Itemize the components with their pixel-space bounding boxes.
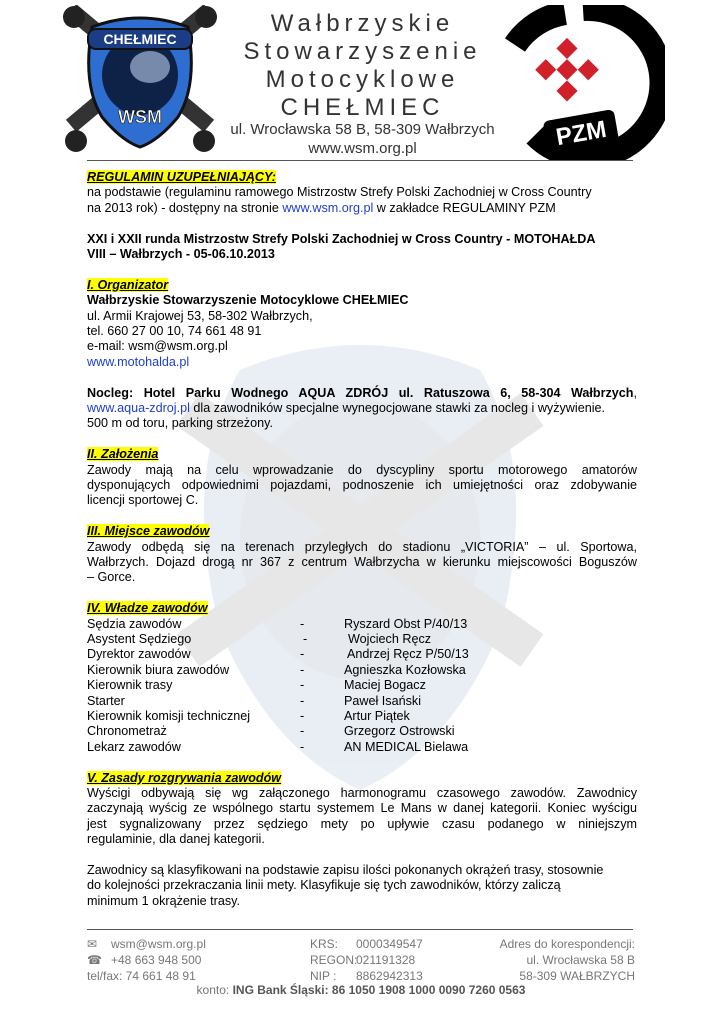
- correspondence-title: Adres do korespondencji:: [499, 937, 635, 951]
- pzm-logo-text: PZM: [553, 115, 609, 152]
- official-row: Kierownik biura zawodów - Agnieszka Kozłowska: [87, 662, 466, 677]
- official-row: Asystent Sędziego - Wojciech Ręcz: [87, 632, 432, 647]
- bank-account: konto: ING Bank Śląski: 86 1050 1908 1000 0090 7260 0563: [196, 983, 526, 997]
- intro-line-2: na 2013 rok) - dostępny na stronie www.wsm.org.pl w zakładce REGULAMINY PZM: [87, 200, 556, 215]
- organizer-name: Wałbrzyskie Stowarzyszenie Motocyklowe CHEŁMIEC: [87, 293, 409, 308]
- event-title-line-1: XXI i XXII runda Mistrzostw Strefy Polski Zachodniej w Cross Country - MOTOHAŁDA: [87, 231, 596, 246]
- intro-heading: REGULAMIN UZUPEŁNIAJĄCY:: [87, 170, 276, 184]
- rules-p1-line-4: regulaminie, dla danej kategorii.: [87, 832, 265, 847]
- footer-telfax: tel/fax: 74 661 48 91: [87, 969, 196, 983]
- assumptions-heading: II. Założenia: [87, 447, 159, 462]
- telephone-icon: ☎: [87, 953, 102, 967]
- nip-label: NIP :: [310, 969, 337, 983]
- envelope-icon: ✉: [87, 937, 98, 951]
- org-name-line-4: CHEŁMIEC: [280, 94, 445, 121]
- rules-p1-line-3: jest sygnalizowany przez sędziego mety po upływie czasu podanego w niniejszym: [87, 816, 637, 831]
- footer-email: wsm@wsm.org.pl: [111, 937, 206, 951]
- organizer-street: ul. Armii Krajowej 53, 58-302 Wałbrzych,: [87, 308, 313, 323]
- correspondence-street: ul. Wrocławska 58 B: [526, 953, 635, 967]
- footer-phone: +48 663 948 500: [111, 953, 202, 967]
- venue-heading: III. Miejsce zawodów: [87, 524, 210, 539]
- motohalda-link[interactable]: www.motohalda.pl: [87, 354, 190, 369]
- org-name-line-2: Stowarzyszenie: [243, 38, 482, 65]
- official-row: Sędzia zawodów - Ryszard Obst P/40/13: [87, 616, 468, 631]
- organizer-heading: I. Organizator: [87, 277, 169, 292]
- event-title-line-2: VIII – Wałbrzych - 05-06.10.2013: [87, 247, 275, 262]
- venue-line-2: Wałbrzych. Dojazd drogą nr 367 z centrum Wałbrzycha w kierunku miejscowości Boguszów: [87, 555, 637, 570]
- officials-list: [87, 617, 637, 756]
- footer-divider: [87, 929, 633, 930]
- pzm-logo: [505, 5, 665, 160]
- document-body: [87, 170, 637, 909]
- correspondence-city: 58-309 WAŁBRZYCH: [519, 969, 635, 983]
- organizer-phone: tel. 660 27 00 10, 74 661 48 91: [87, 324, 262, 339]
- footer-email-row: [87, 936, 206, 952]
- bank-details: ING Bank Śląski: 86 1050 1908 1000 0090 7260 0563: [232, 983, 526, 997]
- regon-label: REGON:: [310, 953, 358, 967]
- assumptions-line-2: dysponujących odpowiednimi pojazdami, podnoszenie ich umiejętności oraz zdobywanie: [87, 478, 637, 493]
- org-name-line-1: Wałbrzyskie: [270, 10, 455, 37]
- rules-p1-line-1: Wyścigi odbywają się wg załączonego harmonogramu czasowego zawodów. Zawodnicy: [87, 786, 637, 800]
- official-row: Chronometraż - Grzegorz Ostrowski: [87, 724, 455, 739]
- rules-p2-line-1: Zawodnicy są klasyfikowani na podstawie zapisu ilości pokonanych okrążeń trasy, stosownie: [87, 863, 604, 878]
- assumptions-line-3: licencji sportowej C.: [87, 493, 199, 508]
- assumptions-line-1: Zawody mają na celu wprowadzanie do dyscypliny sportu motorowego amatorów: [87, 462, 637, 477]
- left-logo-top-text: CHEŁMIEC: [103, 31, 177, 47]
- aqua-zdroj-link[interactable]: www.aqua-zdroj.pl: [87, 401, 190, 416]
- krs-value: 0000349547: [356, 937, 423, 951]
- organizer-email: e-mail: wsm@wsm.org.pl: [87, 339, 228, 354]
- official-row: Kierownik trasy - Maciej Bogacz: [87, 678, 426, 693]
- venue-line-1: Zawody odbędą się na terenach przyległych do stadionu „VICTORIA” – ul. Sportowa,: [87, 539, 637, 554]
- header-website: www.wsm.org.pl: [308, 140, 417, 157]
- wsm-chelmiec-logo: [60, 5, 220, 155]
- org-name-line-3: Motocyklowe: [265, 66, 460, 93]
- header-address: ul. Wrocławska 58 B, 58-309 Wałbrzych: [230, 121, 495, 138]
- official-row: Dyrektor zawodów - Andrzej Ręcz P/50/13: [87, 647, 469, 662]
- venue-line-3: – Gorce.: [87, 570, 136, 585]
- nip-value: 8862942313: [356, 969, 423, 983]
- regon-value: 021191328: [356, 953, 416, 967]
- official-row: Starter - Paweł Isański: [87, 693, 421, 708]
- left-logo-bottom-text: WSM: [118, 107, 162, 127]
- lodging-line-3: 500 m od toru, parking strzeżony.: [87, 416, 273, 431]
- header-divider: [87, 160, 633, 161]
- official-row: Lekarz zawodów - AN MEDICAL Bielawa: [87, 739, 469, 754]
- official-row: Kierownik komisji technicznej - Artur Piątek: [87, 709, 410, 724]
- lodging-line-2: www.aqua-zdroj.pl dla zawodników specjalne wynegocjowane stawki za nocleg i wyżywienie.: [87, 401, 606, 416]
- rules-heading: V. Zasady rozgrywania zawodów: [87, 770, 282, 785]
- officials-heading: IV. Władze zawodów: [87, 601, 208, 616]
- footer-phone-row: [87, 952, 206, 968]
- wsm-link[interactable]: www.wsm.org.pl: [282, 200, 374, 215]
- krs-label: KRS:: [310, 937, 339, 951]
- rules-p2-line-2: do kolejności przekraczania linii mety. Klasyfikuje się tych zawodników, którzy zaliczą: [87, 878, 561, 893]
- rules-p2-line-3: minimum 1 okrążenie trasy.: [87, 893, 241, 908]
- intro-line-1: na podstawie (regulaminu ramowego Mistrzostw Strefy Polski Zachodniej w Cross Country: [87, 185, 592, 200]
- lodging-line-1: Nocleg: Hotel Parku Wodnego AQUA ZDRÓJ ul. Ratuszowa 6, 58-304 Wałbrzych,: [87, 385, 637, 400]
- rules-p1-line-2: zaczynają wyścig ze wspólnego startu systemem Le Mans w danej kategorii. Koniec wyścigu: [87, 801, 637, 816]
